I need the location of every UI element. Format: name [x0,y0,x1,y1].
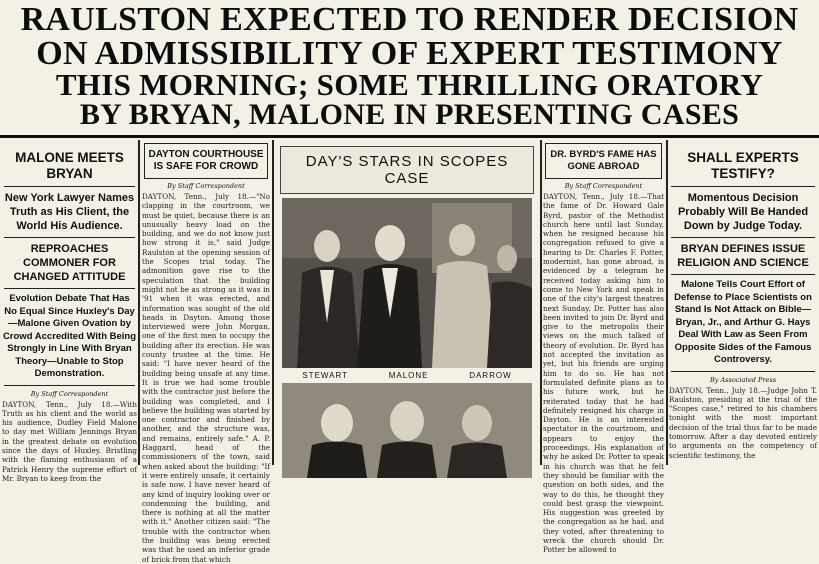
article-headline-box [144,143,268,179]
column-dr-byrd [543,140,664,555]
byline: By Staff Correspondent [30,389,109,398]
column-title: MALONE MEETS BRYAN [15,150,124,181]
article-body: DAYTON, Tenn., July 18.—Judge John T. Raulston, presiding at the trial of the "Scopes case," retired to his chambers tonight with the most important decision of the trial thus far to be made tomorrow. After a day devoted entirely to arguments on the competency of scientific testimony, the [669,385,817,460]
caption-stewart: STEWART [302,371,349,380]
divider [4,237,135,238]
photo-feature [276,140,538,465]
divider [4,288,135,289]
photo-title: DAY'S STARS IN SCOPES CASE [280,146,534,194]
divider [671,274,815,275]
article-body: DAYTON, Tenn., July 18.—That the fame of Dr. Howard Gale Byrd, pastor of the Methodist church here until last Sunday, when he resigned because his congregation refused to give a hearing to Dr. Charles F. Potter, modernist, has gone abroad, is evidenced by a telegram he received today asking him to come to New York and speak in one of the city's largest theatres next Sunday. Dr. Potter has also been invited to join Dr. Byrd and give to the metropolis their views on the much talked of theory of evolution. Dr. Byrd has not accepted the invitation as yet, but his friends are urging him to do so. He has not formulated definite plans as to his future work, but he reiterated today that he had definitely resigned his charge in Dayton. He is an interested spectator in the courtroom, and appears to enjoy the proceedings. His explanation of why he asked Dr. Potter to speak in his church was that he felt they should be familiar with the question on both sides, and the way to do this, he thought they could best grasp the viewpoint. His suggestion was greeted by the congregation as he had, and they voted, after threatening to wreck the church should Dr. Potter be allowed to [543,192,664,555]
photo-second [282,383,532,478]
caption-malone: MALONE [388,371,429,380]
headline-rule [0,135,819,138]
headline-line-4: BY BRYAN, MALONE IN PRESENTING CASES [79,98,740,131]
column-divider [540,140,542,465]
divider [671,186,815,187]
photo-stewart-malone-darrow [282,198,532,368]
divider [4,186,135,187]
photo-image [282,383,532,478]
deck: Evolution Debate That Has No Equal Since Huxley's Day—Malone Given Ovation by Crowd Accredited With Being Strongly in Line With Bryan Theory—Unable to Stop Demonstration. [2,293,137,379]
column-divider [138,140,140,465]
column-malone-meets-bryan [2,140,137,483]
column-divider [666,140,668,465]
deck: New York Lawyer Names Truth as His Client, the World His Audience. [4,192,135,232]
column-title: DR. BYRD'S FAME HAS GONE ABROAD [550,149,657,172]
article-body: DAYTON, Tenn., July 18.—"No clapping in the courtroom, we must be quiet, because there is an unusually heavy load on the building, and we do not know just how strong it is," said Judge Raulston at the opening session of the Scopes trial today. The admonition gave rise to the speculation that the building might not be as strong as it was in '91 when it was erected, and information was sought of the old heads in Dayton. Among those interviewed were John Morgan, one of the first men to occupy the building after its erection. He was county trustee at the time. He said: "I have never heard of the building being unsafe at any time. It is true we had some trouble with the contractor just before the building was completed, and I believe the building was started by one contractor and finished by another, and the structure was, and remains, entirely safe." A. P. Haggard, head of the commissioners of the town, said when asked about the building: "If it were entirely unsafe, it certainly is safe now. I have never heard of any kind of inquiry looking over or condemning the building, and there is nothing at all the matter with it." Another citizen said: "The trouble with the contractor when the building was being erected was that he used an inferior grade of brick from that which [142,192,270,564]
photo-captions [282,371,532,380]
deck: REPROACHES COMMONER FOR CHANGED ATTITUDE [13,243,126,283]
column-title: DAYTON COURTHOUSE IS SAFE FOR CROWD [148,149,264,172]
column-divider [272,140,274,465]
column-dayton-courthouse [142,140,270,564]
article-body: DAYTON, Tenn., July 18.—With Truth as his client and the world as his audience, Dudley Field Malone to day met William Jennings Bryan in the greatest debate on evolution since the days of Huxley. Bristling with the flaming enthusiasm of a Patrick Henry the supreme effort of Mr. Bryan to keep from the [2,399,137,483]
headline-line-3: THIS MORNING; SOME THRILLING ORATORY [55,67,764,102]
caption-darrow: DARROW [469,371,512,380]
photo-image [282,198,532,368]
deck: BRYAN DEFINES ISSUE RELIGION AND SCIENCE [677,243,809,269]
article-headline-box [545,143,662,179]
byline: By Staff Correspondent [167,182,245,190]
byline: By Associated Press [709,375,777,384]
byline: By Staff Correspondent [564,182,643,190]
divider [4,385,135,386]
deck: Malone Tells Court Effort of Defense to Place Scientists on Stand Is Not Attack on Bible—Bryan, Jr., and Arthur G. Hays Deal With Law as Seen From Opposite Sides of the Famous Controversy. [674,279,812,365]
column-title: SHALL EXPERTS TESTIFY? [687,150,799,181]
headline-line-2: ON ADMISSIBILITY OF EXPERT TESTIMONY [36,35,783,72]
headline-line-1: RAULSTON EXPECTED TO RENDER DECISION [20,1,799,38]
column-shall-experts-testify [669,140,817,465]
divider [671,371,815,372]
deck: Momentous Decision Probably Will Be Handed Down by Judge Today. [677,192,809,232]
divider [671,237,815,238]
